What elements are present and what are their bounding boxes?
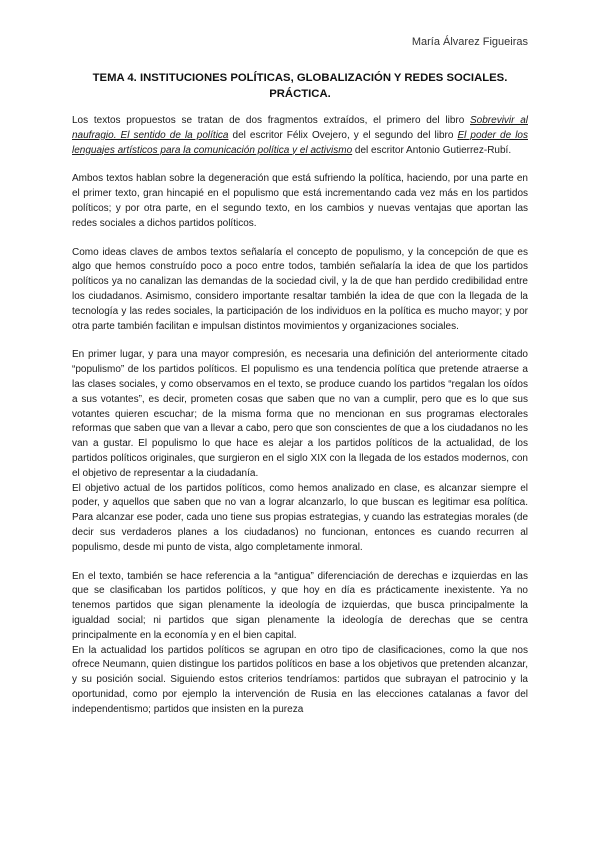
document-title: TEMA 4. INSTITUCIONES POLÍTICAS, GLOBALIZACIÓN Y REDES SOCIALES. PRÁCTICA.: [92, 72, 508, 100]
book-title-2: El poder de los lenguajes artísticos para la comunicación política y el activismo: [72, 129, 528, 156]
paragraph-6: En el texto, también se hace referencia a la “antigua” diferenciación de derechas e izquierdas en las que se clasificaban los partidos políticos, y que hoy en día es prácticamente inexistente. Ya no tenemos partidos que sigan plenamente la ideología de izquierdas, que busca principalmente la igualdad social; ni partidos que sigan plenamente la ideología de derechas que se centra principalmente en la economía y en el bien capital.: [72, 570, 528, 641]
paragraph-4: En primer lugar, y para una mayor compresión, es necesaria una definición del anteriormente citado “populismo” de los partidos políticos. El populismo es una tendencia política que pretende atraerse a las clases sociales, y como observamos en el texto, se produce cuando los partidos “regalan los oídos a sus votantes”, es decir, prometen cosas que saben que no van a cumplir, pero que es lo que sus votantes quieren escuchar; de la misma forma que no mencionan en sus programas electorales reformas que saben que van a llevar a cabo, pero que son conscientes de que a los ciudadanos no les van a gustar. El populismo lo que hace es alejar a los partidos políticos de la actualidad, de los partidos políticos originales, que surgieron en el siglo XIX con la llegada de los estados modernos, con el objetivo de representar a la ciudadanía.: [72, 349, 528, 479]
document-body: [72, 114, 528, 717]
intro-text-3: del escritor Antonio Gutierrez-Rubí.: [352, 144, 512, 156]
book-title-1: Sobrevivir al naufragio. El sentido de la política: [72, 115, 528, 141]
author-name: María Álvarez Figueiras: [411, 36, 528, 48]
intro-text-1: Los textos propuestos se tratan de dos fragmentos extraídos, el primero del libro: [72, 115, 471, 126]
paragraph-2: Ambos textos hablan sobre la degeneración que está sufriendo la política, haciendo, por una parte en el primer texto, gran hincapié en el populismo que está incrementando cada vez más en los partidos políticos; y por otra parte, en el segundo texto, en los cambios y nuevas ventajas que aportan las redes sociales a dichos partidos políticos.: [72, 173, 528, 229]
paragraph-7: En la actualidad los partidos políticos se agrupan en otro tipo de clasificaciones, como la que nos ofrece Neumann, quien distingue los partidos políticos en base a los objetivos que pretenden alcanzar, y su posición social. Siguiendo estos criterios tendríamos: partidos que subrayan el patrocinio y la oportunidad, como por ejemplo la intervención de Rusia en las elecciones catalanas a favor del independentismo; partidos que insisten en la pureza: [72, 644, 528, 715]
intro-text-2: del escritor Félix Ovejero, y el segundo del libro: [228, 129, 458, 141]
paragraph-5: El objetivo actual de los partidos políticos, como hemos analizado en clase, es alcanzar siempre el poder, y aquellos que saben que no van a lograr alcanzarlo, lo que buscan es legitimar esa política. Para alcanzar ese poder, cada uno tiene sus propias estrategias, y cuando las estrategias morales (de decir sus verdaderos planes a los ciudadanos) no funcionan, entonces es cuando recurren al populismo, desde mi punto de vista, algo completamente inmoral.: [72, 482, 528, 553]
paragraph-3: Como ideas claves de ambos textos señalaría el concepto de populismo, y la concepción de que es algo que hemos construído poco a poco entre todos, también señalaría la idea de que los partidos políticos ya no canalizan las demandas de la sociedad civil, y la de que han perdido credibilidad entre los ciudadanos. Asimismo, considero importante resaltar también la idea de que con la llegada de la tecnología y las redes sociales, la participación de los individuos en la política es mucho mayor; y por otra parte también facilitan e impulsan distintos movimientos y organizaciones sociales.: [72, 246, 528, 332]
intro-paragraph: [72, 114, 528, 158]
